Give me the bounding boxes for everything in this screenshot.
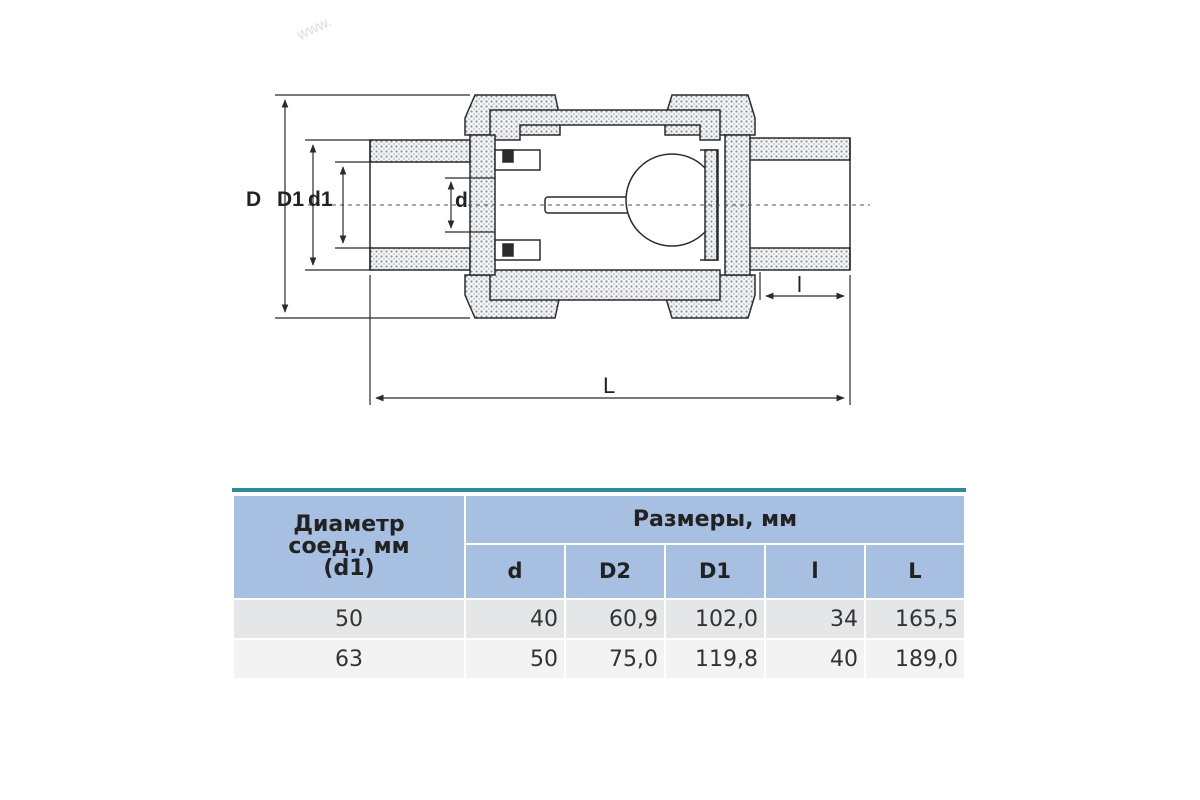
cell-D1: 102,0 xyxy=(666,600,764,638)
cell-d: 40 xyxy=(466,600,564,638)
table-row xyxy=(234,640,964,678)
cell-D1: 119,8 xyxy=(666,640,764,678)
right-pipe-socket xyxy=(748,138,850,270)
dim-label-D1: D1 xyxy=(277,188,304,211)
sizes-group-header: Размеры, мм xyxy=(466,496,964,543)
column-header-d: d xyxy=(466,545,564,598)
dim-label-d: d xyxy=(455,189,468,212)
cell-D2: 75,0 xyxy=(566,640,664,678)
dim-label-L: L xyxy=(603,373,616,398)
dimensions-table xyxy=(232,488,966,680)
cell-diameter: 50 xyxy=(234,600,464,638)
diameter-header-line1: Диаметр xyxy=(293,512,405,537)
column-header-D1: D1 xyxy=(666,545,764,598)
dim-label-d1: d1 xyxy=(308,188,333,211)
cell-L: 165,5 xyxy=(866,600,964,638)
dim-label-D: D xyxy=(246,188,262,211)
cell-l: 34 xyxy=(766,600,864,638)
cell-L: 189,0 xyxy=(866,640,964,678)
diameter-header-line2: соед., мм xyxy=(288,534,410,559)
watermark: www. xyxy=(294,13,335,44)
cell-diameter: 63 xyxy=(234,640,464,678)
column-header-D2: D2 xyxy=(566,545,664,598)
cell-d: 50 xyxy=(466,640,564,678)
column-header-l: l xyxy=(766,545,864,598)
table-row xyxy=(234,600,964,638)
cell-l: 40 xyxy=(766,640,864,678)
diameter-header xyxy=(234,496,464,598)
column-header-L: L xyxy=(866,545,964,598)
dim-label-l: l xyxy=(797,272,802,297)
diameter-header-line3: (d1) xyxy=(323,556,375,581)
cell-D2: 60,9 xyxy=(566,600,664,638)
